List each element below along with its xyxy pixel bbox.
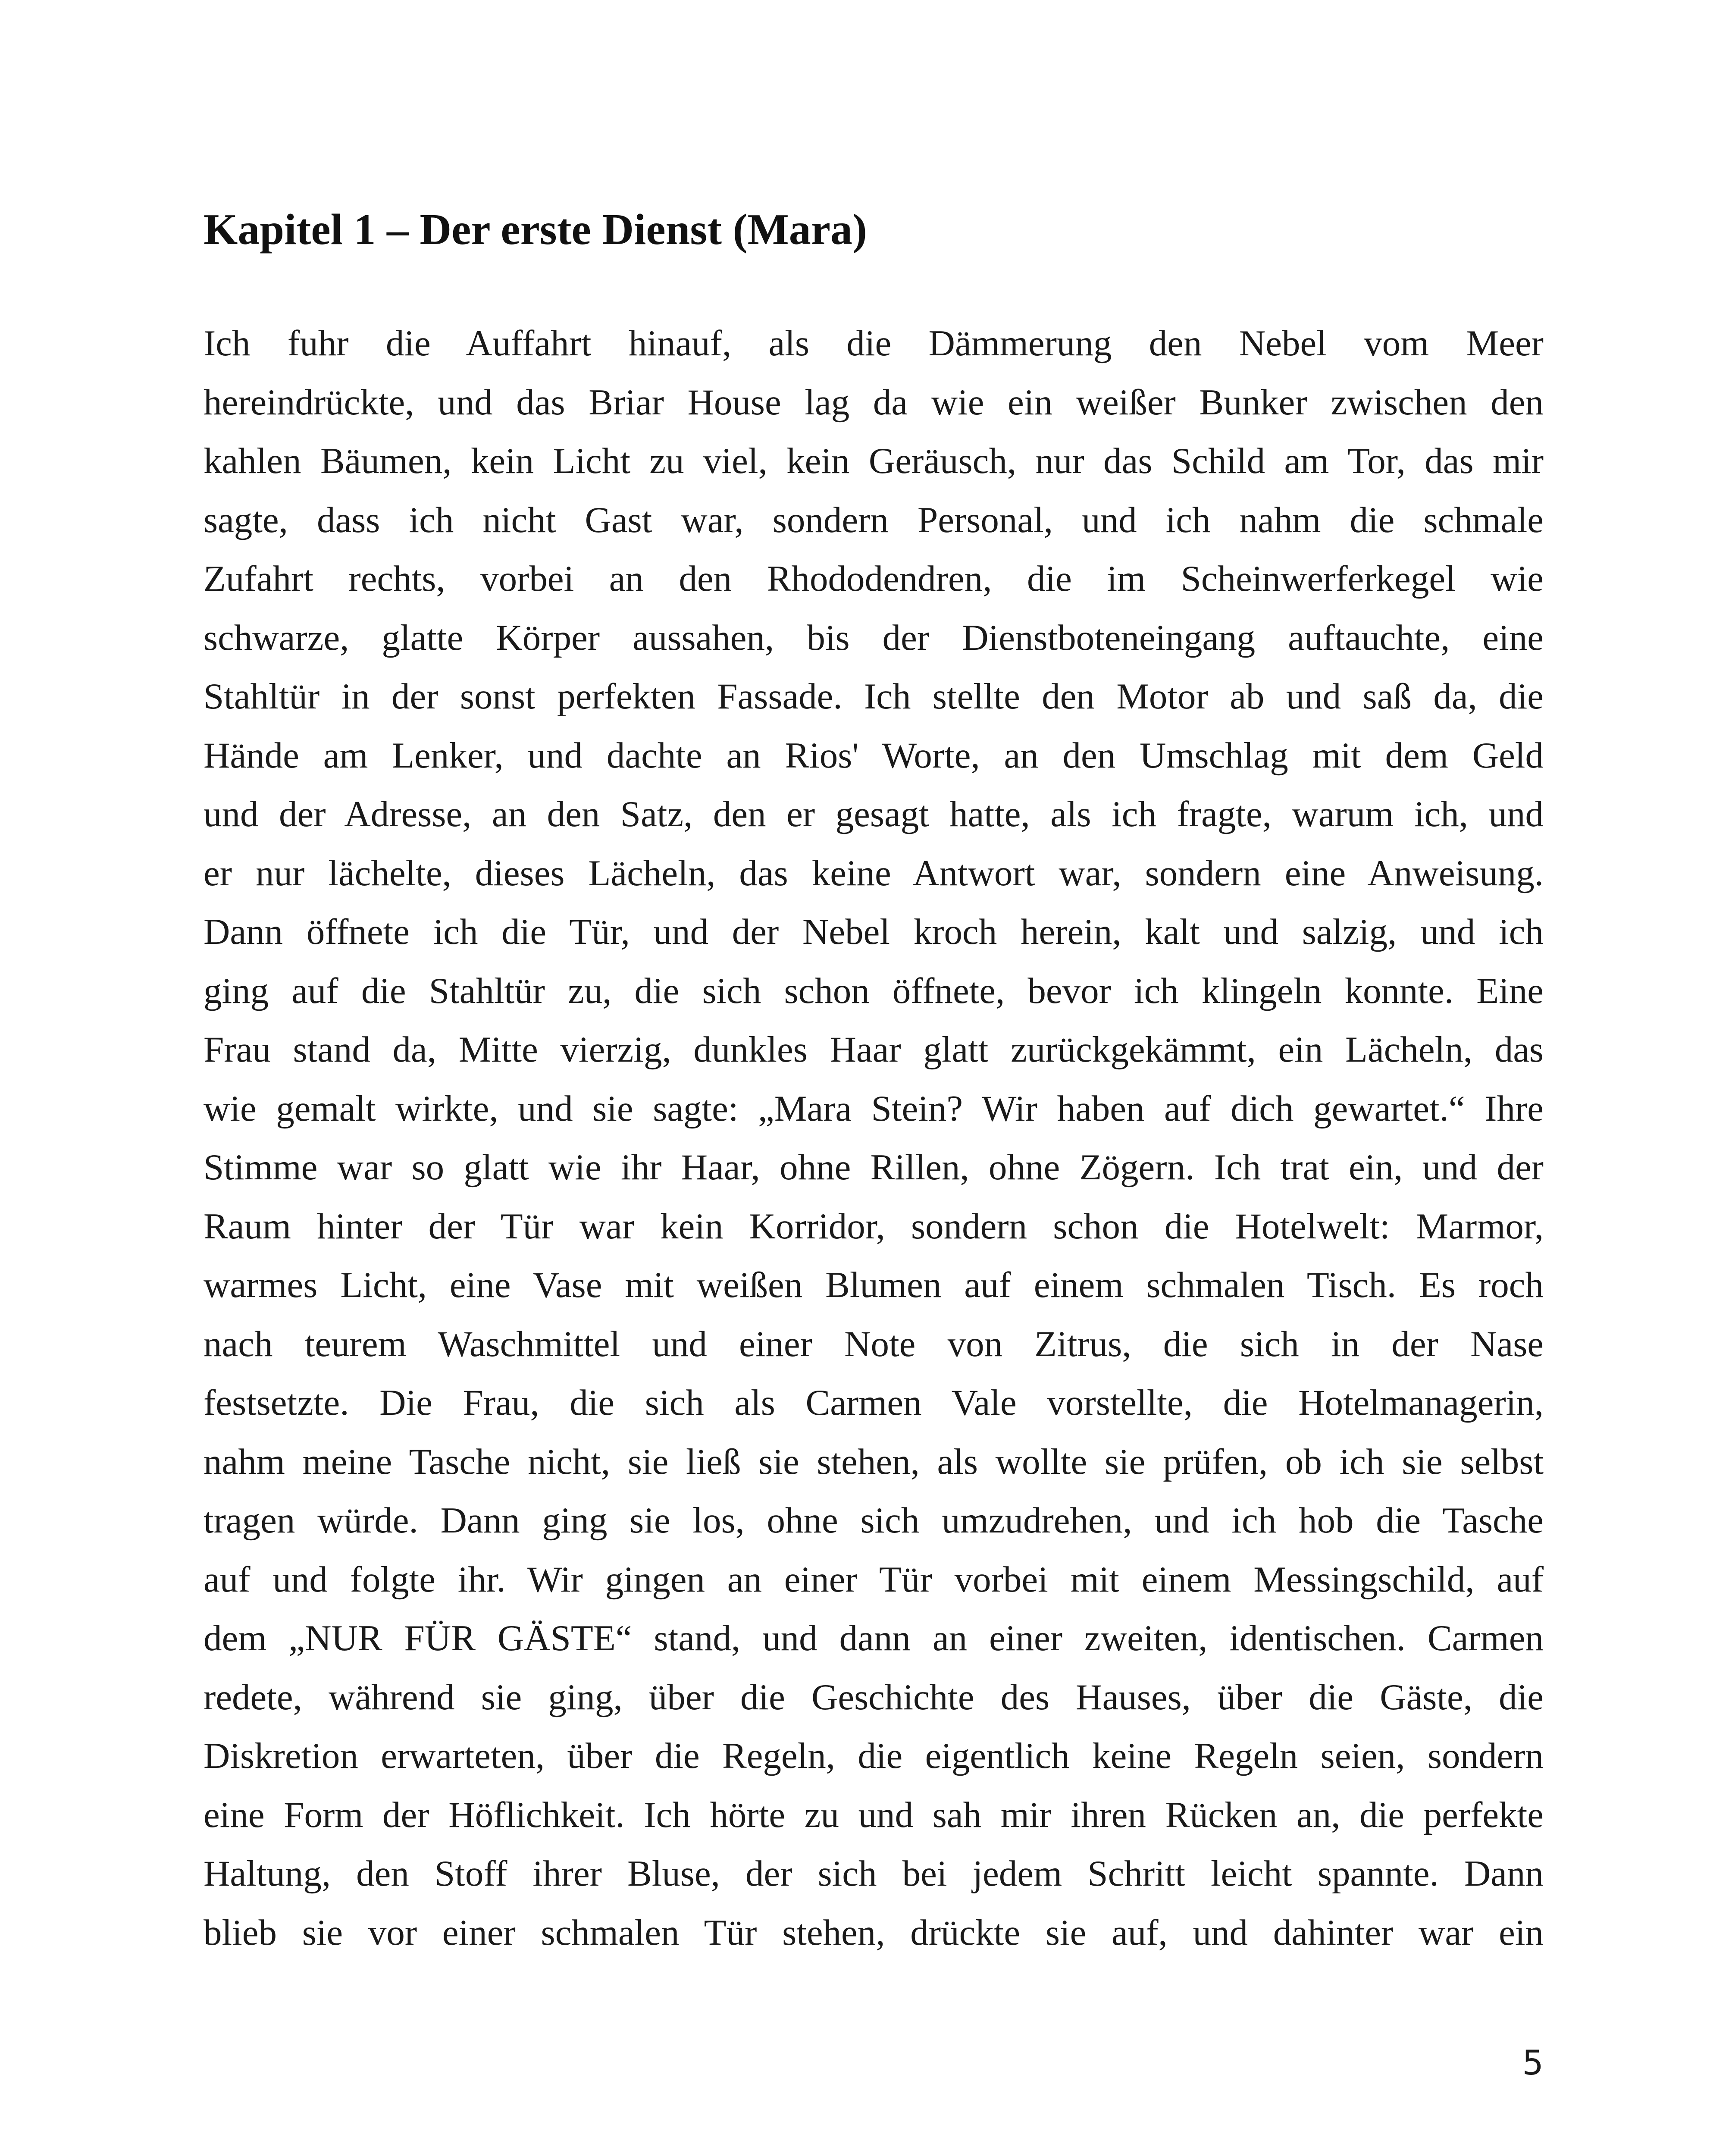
- text-line: und der Adresse, an den Satz, den er gesagt hatte, als ich fragte, warum ich, und: [204, 794, 1544, 834]
- text-line: kahlen Bäumen, kein Licht zu viel, kein Geräusch, nur das Schild am Tor, das mir: [204, 441, 1544, 481]
- text-line: er nur lächelte, dieses Lächeln, das keine Antwort war, sondern eine Anweisung.: [204, 852, 1544, 893]
- text-line: Diskretion erwarteten, über die Regeln, die eigentlich keine Regeln seien, sondern: [204, 1736, 1544, 1776]
- text-line: schwarze, glatte Körper aussahen, bis der Dienstboteneingang auftauchte, eine: [204, 617, 1544, 658]
- text-line: Dann öffnete ich die Tür, und der Nebel kroch herein, kalt und salzig, und ich: [204, 912, 1544, 952]
- text-line: Zufahrt rechts, vorbei an den Rhododendren, die im Scheinwerferkegel wie: [204, 558, 1544, 599]
- text-line: nach teurem Waschmittel und einer Note von Zitrus, die sich in der Nase: [204, 1323, 1544, 1364]
- page-number: 5: [1522, 2044, 1544, 2083]
- chapter-body: [204, 314, 1544, 1962]
- text-line: warmes Licht, eine Vase mit weißen Blumen auf einem schmalen Tisch. Es roch: [204, 1265, 1544, 1305]
- text-line: Ich fuhr die Auffahrt hinauf, als die Dämmerung den Nebel vom Meer: [204, 323, 1544, 364]
- text-line: wie gemalt wirkte, und sie sagte: „Mara Stein? Wir haben auf dich gewartet.“ Ihre: [204, 1088, 1544, 1129]
- text-line: blieb sie vor einer schmalen Tür stehen, drückte sie auf, und dahinter war ein: [204, 1912, 1544, 1953]
- text-line: ging auf die Stahltür zu, die sich schon öffnete, bevor ich klingeln konnte. Eine: [204, 970, 1544, 1011]
- text-line: hereindrückte, und das Briar House lag da wie ein weißer Bunker zwischen den: [204, 382, 1544, 423]
- text-line: Raum hinter der Tür war kein Korridor, sondern schon die Hotelwelt: Marmor,: [204, 1206, 1544, 1247]
- text-line: Stahltür in der sonst perfekten Fassade. Ich stellte den Motor ab und saß da, die: [204, 676, 1544, 717]
- text-line: Haltung, den Stoff ihrer Bluse, der sich bei jedem Schritt leicht spannte. Dann: [204, 1853, 1544, 1894]
- chapter-title: Kapitel 1 – Der erste Dienst (Mara): [204, 205, 867, 254]
- text-line: nahm meine Tasche nicht, sie ließ sie stehen, als wollte sie prüfen, ob ich sie selbst: [204, 1441, 1544, 1482]
- text-line: Stimme war so glatt wie ihr Haar, ohne Rillen, ohne Zögern. Ich trat ein, und der: [204, 1147, 1544, 1188]
- text-line: dem „NUR FÜR GÄSTE“ stand, und dann an einer zweiten, identischen. Carmen: [204, 1618, 1544, 1658]
- text-line: Frau stand da, Mitte vierzig, dunkles Haar glatt zurückgekämmt, ein Lächeln, das: [204, 1029, 1544, 1070]
- text-line: festsetzte. Die Frau, die sich als Carmen Vale vorstellte, die Hotelmanagerin,: [204, 1382, 1544, 1423]
- text-line: tragen würde. Dann ging sie los, ohne sich umzudrehen, und ich hob die Tasche: [204, 1500, 1544, 1541]
- text-line: auf und folgte ihr. Wir gingen an einer Tür vorbei mit einem Messingschild, auf: [204, 1559, 1544, 1600]
- text-line: redete, während sie ging, über die Geschichte des Hauses, über die Gäste, die: [204, 1677, 1544, 1717]
- text-line: eine Form der Höflichkeit. Ich hörte zu und sah mir ihren Rücken an, die perfekte: [204, 1794, 1544, 1835]
- text-line: Hände am Lenker, und dachte an Rios' Worte, an den Umschlag mit dem Geld: [204, 735, 1544, 776]
- text-line: sagte, dass ich nicht Gast war, sondern Personal, und ich nahm die schmale: [204, 499, 1544, 540]
